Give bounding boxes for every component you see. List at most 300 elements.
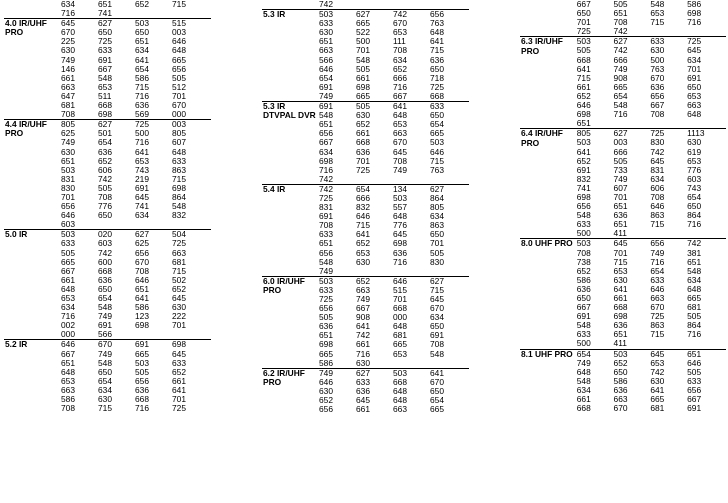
code-cell: 146 (61, 64, 75, 74)
code-cell: 651 (98, 0, 112, 9)
code-cell: 500 (576, 339, 591, 349)
code-cell: 634 (61, 0, 75, 9)
code-cell: 650 (687, 202, 702, 212)
code-cell: 716 (393, 257, 407, 267)
code-cell: 627 (429, 184, 469, 194)
code-cell: 652 (576, 91, 591, 101)
code-cell: 511 (98, 91, 112, 101)
code-cell: 667 (356, 304, 370, 314)
code-cell: 691 (98, 321, 112, 331)
code-cell: 661 (356, 405, 370, 415)
code-cell: 636 (393, 248, 407, 258)
code-cell: 656 (576, 202, 591, 212)
code-cell: 698 (171, 340, 211, 350)
code-cell: 603 (61, 220, 75, 230)
code-cell: 646 (356, 212, 370, 222)
code-cell: 715 (356, 221, 370, 231)
code-cell: 654 (98, 138, 112, 148)
model-label: 5.3 IR DTVPAL DVR (262, 102, 318, 185)
code-cell: 805 (430, 203, 444, 213)
code-cell: 641 (650, 385, 665, 395)
code-cell: 653 (687, 156, 702, 166)
code-cell: 805 (172, 129, 186, 139)
code-cell: 645 (172, 349, 186, 359)
model-label: 5.4 IR (262, 184, 318, 276)
code-cell: 566 (98, 330, 112, 340)
code-cell: 646 (687, 358, 702, 368)
code-cell: 633 (319, 230, 333, 240)
code-cell: 654 (650, 266, 665, 276)
code-cell: 548 (613, 101, 628, 111)
code-cell: 645 (393, 230, 407, 240)
code-cell: 600 (98, 257, 112, 267)
code-cell: 667 (687, 395, 702, 405)
code-cell: 633 (172, 358, 186, 368)
code-cell: 641 (135, 294, 149, 303)
code-cell: 716 (61, 312, 75, 322)
code-cell: 667 (319, 138, 333, 148)
code-cell: 725 (430, 82, 444, 92)
code-cell: 668 (98, 101, 112, 111)
code-cell: 725 (172, 239, 186, 249)
code-cell: 627 (97, 19, 134, 29)
code-cell: 863 (650, 321, 665, 331)
code-cell: 708 (135, 266, 149, 276)
code-cell: 503 (318, 276, 355, 286)
model-label: 6.0 IR/UHF PRO (262, 276, 318, 368)
code-cell: 652 (576, 266, 591, 276)
code-cell: 654 (613, 91, 628, 101)
code-cell: 830 (430, 257, 444, 267)
code-cell: 715 (172, 266, 186, 276)
code-cell: 652 (576, 156, 591, 166)
code-cell: 832 (576, 174, 591, 184)
code-cell: 648 (430, 28, 444, 38)
table-row (4, 340, 211, 350)
code-cell: 503 (576, 239, 613, 249)
code-cell: 650 (98, 28, 112, 38)
code-cell: 630 (613, 275, 628, 285)
code-cell: 500 (135, 129, 149, 139)
code-cell: 698 (356, 82, 370, 92)
code-cell: 663 (650, 294, 665, 303)
code-cell: 670 (650, 73, 665, 83)
table-row (4, 19, 211, 29)
code-cell: 715 (576, 73, 591, 83)
code-cell: 630 (319, 386, 333, 396)
code-cell: 651 (61, 156, 75, 166)
code-cell: 634 (135, 211, 149, 221)
code-cell: 666 (356, 193, 370, 203)
code-cell: 627 (429, 276, 469, 286)
code-cell: 645 (172, 294, 186, 303)
code-cell: 647 (61, 91, 75, 101)
code-cell: 650 (613, 367, 628, 377)
code-cell: 666 (613, 147, 628, 157)
code-cell: 630 (687, 138, 702, 148)
code-cell: 656 (135, 248, 149, 258)
code-cell: 716 (135, 91, 149, 101)
code-cell: 670 (393, 19, 407, 29)
table-row (520, 239, 726, 249)
code-cell: 691 (687, 73, 702, 83)
model-label: 5.0 IR (4, 230, 60, 340)
model-label: 8.0 UHF PRO (520, 239, 576, 349)
code-cell: 627 (613, 37, 650, 47)
code-cell (686, 229, 726, 239)
code-cell: 633 (172, 156, 186, 166)
code-cell (392, 359, 429, 369)
code-cell: 646 (430, 147, 444, 157)
code-cell: 651 (613, 9, 628, 19)
code-cell: 648 (687, 284, 702, 294)
code-cell: 505 (430, 248, 444, 258)
code-cell: 743 (135, 165, 149, 175)
code-cell: 701 (393, 295, 407, 304)
code-cell: 665 (687, 294, 702, 303)
code-cell: 698 (576, 192, 591, 202)
code-cell: 636 (135, 385, 149, 395)
code-cell: 665 (650, 395, 665, 405)
code-cell: 645 (650, 156, 665, 166)
code-cell: 645 (687, 46, 702, 56)
code-cell: 716 (135, 404, 149, 414)
code-cell: 411 (613, 229, 627, 239)
code-cell: 606 (650, 183, 665, 193)
code-cell: 645 (393, 147, 407, 157)
code-cell: 646 (61, 211, 75, 221)
code-cell (686, 119, 726, 129)
code-cell: 708 (650, 110, 665, 120)
code-cell: 219 (135, 174, 149, 184)
code-cell: 716 (613, 110, 628, 120)
code-cell: 715 (650, 220, 665, 230)
code-cell: 668 (576, 55, 591, 65)
code-cell: 654 (576, 349, 613, 359)
code-cell: 636 (650, 82, 665, 92)
code-cell: 663 (687, 101, 702, 111)
code-cell: 667 (576, 303, 591, 313)
code-cell: 505 (98, 183, 112, 193)
code-cell: 569 (135, 110, 149, 120)
code-cell: 625 (61, 129, 75, 139)
code-cell: 691 (576, 312, 591, 322)
code-cell: 661 (172, 376, 186, 386)
code-cell: 776 (393, 221, 407, 231)
code-cell: 505 (613, 156, 628, 166)
code-cell: 411 (613, 339, 627, 349)
code-cell: 742 (319, 0, 333, 9)
code-cell: 650 (430, 322, 444, 332)
code-cell: 701 (430, 239, 444, 249)
code-cell: 830 (650, 138, 665, 148)
code-cell: 1113 (686, 129, 726, 139)
code-cell: 651 (687, 257, 702, 267)
code-cell: 636 (356, 147, 370, 157)
code-cell: 670 (393, 138, 407, 148)
code-cell: 636 (356, 386, 370, 396)
code-cell: 653 (98, 82, 112, 92)
code-cell: 681 (172, 257, 186, 267)
code-cell (649, 119, 686, 129)
code-cell: 668 (393, 304, 407, 314)
code-cell: 648 (393, 322, 407, 332)
model-label: 4.4 IR/UHF PRO (4, 120, 60, 230)
code-cell: 738 (576, 257, 591, 267)
code-cell: 653 (356, 248, 370, 258)
code-cell: 691 (98, 55, 112, 65)
code-cell: 650 (430, 111, 444, 121)
code-cell: 648 (393, 212, 407, 222)
code-cell (134, 220, 171, 230)
code-cell: 633 (576, 220, 591, 230)
code-cell: 668 (98, 266, 112, 276)
code-cell (134, 9, 171, 19)
code-cell: 663 (356, 285, 370, 295)
code-cell: 651 (613, 220, 628, 230)
code-cell: 646 (172, 37, 186, 47)
code-cell: 708 (430, 340, 444, 350)
code-cell: 641 (576, 64, 591, 74)
code-cell: 670 (135, 257, 149, 267)
code-cell: 656 (649, 239, 686, 249)
code-cell: 548 (430, 349, 444, 359)
code-cell: 656 (135, 376, 149, 386)
code-cell: 651 (686, 349, 726, 359)
code-cell: 650 (687, 82, 702, 92)
code-cell: 503 (576, 37, 613, 47)
code-cell: 691 (687, 404, 702, 414)
code-cell: 651 (319, 239, 333, 249)
model-label: 4.0 IR/UHF PRO (4, 19, 60, 120)
code-cell (171, 330, 211, 340)
code-cell: 630 (319, 28, 333, 38)
code-cell: 832 (172, 211, 186, 221)
code-cell: 650 (98, 284, 112, 294)
code-cell: 586 (135, 73, 149, 83)
code-cell: 630 (650, 46, 665, 56)
code-cell: 633 (98, 46, 112, 56)
code-cell: 566 (319, 55, 333, 65)
code-cell: 607 (172, 138, 186, 148)
code-cell: 715 (650, 18, 665, 28)
code-cell: 000 (61, 330, 75, 340)
table-row (262, 0, 469, 10)
code-cell: 634 (319, 147, 333, 157)
code-cell: 742 (356, 331, 370, 341)
code-cell: 650 (430, 386, 444, 396)
code-cell: 665 (613, 82, 628, 92)
code-cell: 003 (172, 28, 186, 38)
model-label (4, 0, 60, 19)
code-cell: 653 (687, 91, 702, 101)
code-cell: 500 (576, 229, 591, 239)
code-cell: 656 (61, 202, 75, 212)
code-cell: 661 (613, 294, 628, 303)
code-cell: 716 (135, 138, 149, 148)
model-label (520, 0, 576, 37)
code-cell: 663 (61, 385, 75, 395)
code-cell: 646 (135, 275, 149, 285)
code-cell (171, 9, 211, 19)
code-cell: 548 (576, 211, 591, 221)
code-cell: 548 (98, 73, 112, 83)
code-cell: 725 (576, 27, 591, 37)
code-cell: 650 (98, 211, 112, 221)
code-cell: 633 (576, 330, 591, 340)
code-cell: 661 (576, 395, 591, 405)
code-cell (649, 339, 686, 349)
code-cell: 650 (98, 367, 112, 377)
code-cell: 716 (687, 220, 702, 230)
code-cell: 681 (393, 331, 407, 341)
code-cell: 667 (98, 64, 112, 74)
code-cell: 654 (687, 192, 702, 202)
code-cell: 654 (319, 73, 333, 83)
code-cell: 650 (135, 28, 149, 38)
code-cell: 619 (687, 147, 702, 157)
code-cell: 864 (172, 192, 186, 202)
code-cell: 665 (356, 19, 370, 29)
code-cell (649, 27, 686, 37)
model-label: 6.2 IR/UHF PRO (262, 368, 318, 414)
code-cell: 653 (135, 156, 149, 166)
code-cell: 665 (356, 91, 370, 101)
code-cell: 653 (61, 294, 75, 303)
code-cell: 504 (171, 230, 211, 240)
code-cell: 908 (613, 73, 628, 83)
code-cell: 831 (319, 203, 333, 213)
code-cell: 698 (319, 340, 333, 350)
code-cell: 586 (576, 275, 591, 285)
code-cell: 636 (135, 101, 149, 111)
code-cell: 548 (356, 55, 370, 65)
code-cell: 606 (98, 165, 112, 175)
code-cell: 742 (613, 46, 628, 56)
code-cell: 505 (355, 102, 392, 112)
code-cell: 586 (61, 395, 75, 405)
code-cell: 701 (356, 156, 370, 166)
table-row (4, 120, 211, 130)
code-cell: 667 (61, 266, 75, 276)
code-cell: 698 (172, 183, 186, 193)
code-cell: 648 (576, 367, 591, 377)
model-label: 5.3 IR (262, 10, 318, 102)
code-cell: 701 (61, 192, 75, 202)
model-label: 6.4 IR/UHF PRO (520, 129, 576, 239)
code-cell: 653 (650, 358, 665, 368)
code-cell: 636 (319, 322, 333, 332)
code-cell: 651 (319, 37, 333, 47)
code-cell: 708 (650, 192, 665, 202)
model-label: 5.2 IR (4, 340, 60, 413)
code-cell: 661 (576, 82, 591, 92)
code-cell: 646 (576, 101, 591, 111)
code-cell: 652 (393, 64, 407, 74)
code-cell: 503 (134, 19, 171, 29)
code-cell: 670 (430, 304, 444, 314)
code-cell: 749 (576, 358, 591, 368)
code-cell: 630 (98, 395, 112, 405)
code-cell: 691 (319, 82, 333, 92)
code-cell: 831 (650, 165, 665, 175)
code-cell: 715 (135, 82, 149, 92)
code-cell: 708 (576, 248, 591, 258)
code-cell: 718 (430, 73, 444, 83)
code-cell: 586 (319, 358, 333, 368)
code-cell: 634 (650, 174, 665, 184)
code-cell: 111 (393, 37, 406, 47)
code-cell: 776 (98, 202, 112, 212)
code-cell: 830 (61, 183, 75, 193)
code-table (4, 0, 211, 413)
code-cell: 742 (686, 239, 726, 249)
code-cell: 645 (613, 239, 650, 249)
code-cell: 666 (393, 73, 407, 83)
code-cell: 000 (393, 313, 407, 323)
code-cell: 698 (135, 321, 149, 331)
table-row (262, 368, 469, 378)
code-cell: 725 (98, 37, 112, 47)
code-cell: 634 (687, 55, 702, 65)
code-cell: 701 (172, 321, 186, 331)
code-cell: 548 (98, 303, 112, 313)
code-cell: 656 (172, 64, 186, 74)
code-cell: 003 (171, 120, 211, 130)
code-cell: 656 (429, 10, 469, 20)
code-cell: 715 (613, 257, 628, 267)
code-cell: 586 (613, 376, 628, 386)
code-cell: 650 (430, 230, 444, 240)
code-cell: 742 (650, 367, 665, 377)
code-cell: 667 (393, 91, 407, 101)
code-cell: 708 (613, 18, 628, 28)
table-row (520, 349, 726, 359)
code-cell: 505 (687, 312, 702, 322)
code-cell: 653 (61, 376, 75, 386)
table-row (4, 0, 211, 9)
code-cell: 522 (356, 28, 370, 38)
code-cell: 646 (650, 284, 665, 294)
code-cell: 665 (430, 405, 444, 415)
code-cell: 650 (430, 64, 444, 74)
code-cell: 661 (356, 73, 370, 83)
code-cell: 656 (319, 248, 333, 258)
code-cell: 708 (61, 110, 75, 120)
code-cell (355, 0, 392, 10)
code-cell: 656 (319, 129, 333, 139)
code-cell: 653 (393, 120, 407, 130)
code-cell: 646 (392, 276, 429, 286)
code-cell: 505 (613, 0, 628, 9)
code-cell (392, 175, 429, 185)
code-cell: 776 (687, 165, 702, 175)
code-cell: 665 (172, 55, 186, 65)
code-cell: 698 (687, 9, 702, 19)
code-cell: 908 (356, 313, 370, 323)
code-cell: 805 (576, 129, 613, 139)
code-cell: 633 (650, 275, 665, 285)
code-cell: 691 (134, 340, 171, 350)
code-cell: 701 (172, 395, 186, 405)
code-cell: 667 (61, 349, 75, 359)
code-cell: 505 (356, 64, 370, 74)
code-cell: 505 (172, 73, 186, 83)
code-cell: 725 (649, 129, 686, 139)
code-cell: 742 (392, 10, 429, 20)
code-cell: 691 (318, 102, 355, 112)
code-cell: 715 (430, 285, 444, 295)
